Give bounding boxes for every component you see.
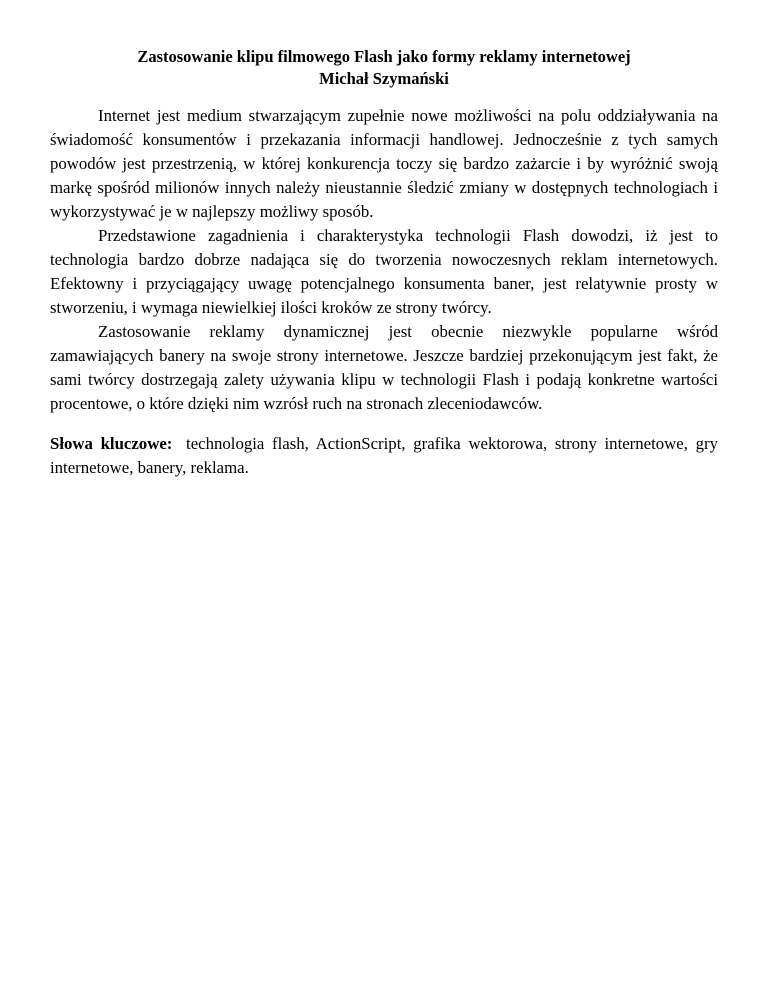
abstract-paragraph-2: Przedstawione zagadnienia i charakterystyka technologii Flash dowodzi, iż jest to technologia bardzo dobrze nadająca się do tworzenia nowoczesnych reklam internetowych. Efektowny i przyciągający uwagę potencjalnego konsumenta baner, jest relatywnie prosty w stworzeniu, i wymaga niewielkiej ilości kroków ze strony twórcy. bbox=[50, 226, 718, 317]
abstract-paragraph-1: Internet jest medium stwarzającym zupełnie nowe możliwości na polu oddziaływania na świadomość konsumentów i przekazania informacji handlowej. Jednocześnie z tych samych powodów jest przestrzenią, w której konkurencja toczy się bardzo zażarcie i by wyróżnić swoją markę spośród milionów innych należy nieustannie śledzić zmiany w dostępnych technologiach i wykorzystywać je w najlepszy możliwy sposób. bbox=[50, 106, 718, 221]
paper-author: Michał Szymański bbox=[319, 69, 449, 88]
paper-header bbox=[50, 46, 718, 90]
keywords bbox=[50, 432, 718, 480]
abstract bbox=[50, 104, 718, 416]
document-page bbox=[50, 46, 718, 480]
keywords-label: Słowa kluczowe: bbox=[50, 434, 173, 453]
paper-title: Zastosowanie klipu filmowego Flash jako formy reklamy internetowej bbox=[137, 47, 631, 66]
keywords-text: technologia flash, ActionScript, grafika wektorowa, strony internetowe, gry internetowe, banery, reklama. bbox=[50, 434, 718, 477]
abstract-paragraph-3: Zastosowanie reklamy dynamicznej jest obecnie niezwykle popularne wśród zamawiających banery na swoje strony internetowe. Jeszcze bardziej przekonującym jest fakt, że sami twórcy dostrzegają zalety używania klipu w technologii Flash i podają konkretne wartości procentowe, o które dzięki nim wzrósł ruch na stronach zleceniodawców. bbox=[50, 322, 718, 413]
